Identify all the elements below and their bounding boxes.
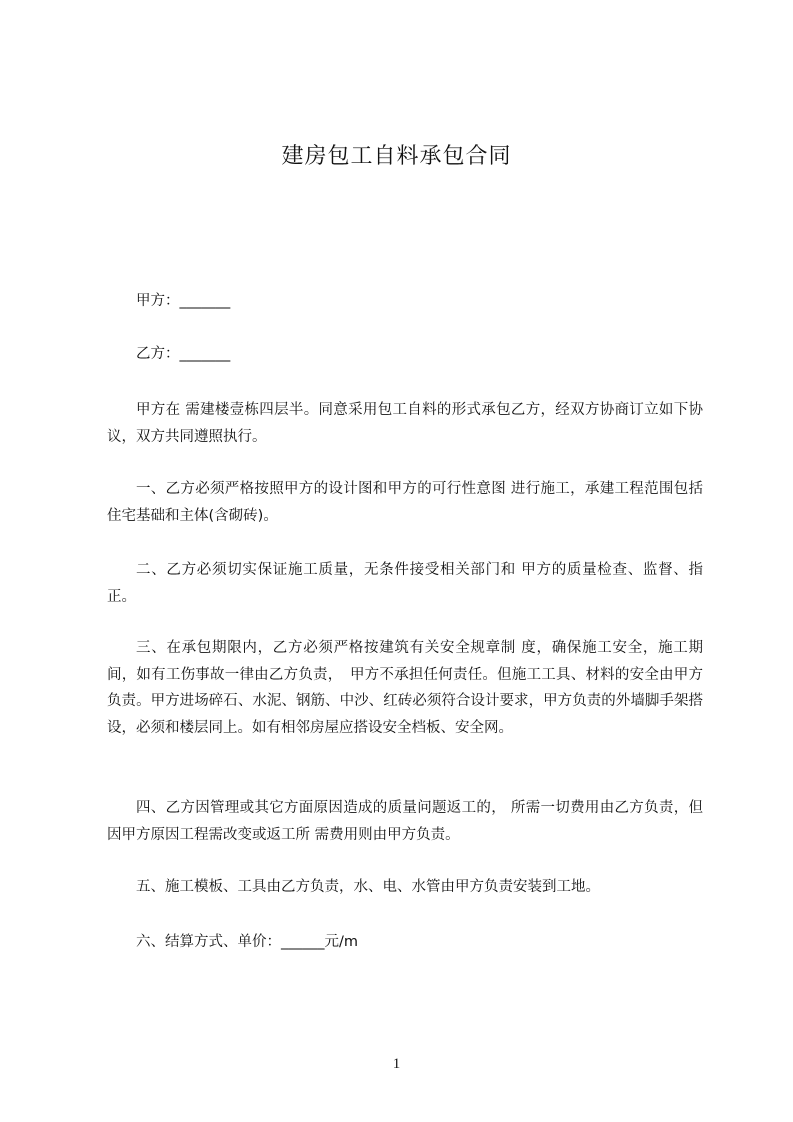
clause-3: 三、在承包期限内，乙方必须严格按建筑有关安全规章制 度，确保施工安全，施工期间，如有工伤事故一律由乙方负责， 甲方不承担任何责任。但施工工具、材料的安全由甲方负责。甲方进场碎石、水泥、钢筋、中沙、红砖必须符合设计要求，甲方负责的外墙脚手架搭设，必须和楼层同上。如有相邻房屋应搭设安全档板、安全网。 <box>107 640 703 736</box>
clause-1: 一、乙方必须严格按照甲方的设计图和甲方的可行性意图 进行施工，承建工程范围包括住宅基础和主体(含砌砖)。 <box>107 481 703 524</box>
clause-5: 五、施工模板、工具由乙方负责，水、电、水管由甲方负责安装到工地。 <box>136 879 600 895</box>
party-a-line: 甲方：_______ <box>136 293 231 309</box>
intro-paragraph: 甲方在 需建楼壹栋四层半。同意采用包工自料的形式承包乙方，经双方协商订立如下协议，双方共同遵照执行。 <box>107 402 703 445</box>
page-number: 1 <box>392 1056 401 1072</box>
clause-6: 六、结算方式、单价：______元/m <box>136 934 359 950</box>
party-b-line: 乙方：_______ <box>136 346 231 362</box>
clause-4: 四、乙方因管理或其它方面原因造成的质量问题返工的， 所需一切费用由乙方负责，但因甲方原因工程需改变或返工所 需费用则由甲方负责。 <box>107 800 703 843</box>
document-title: 建房包工自料承包合同 <box>281 144 512 169</box>
clause-2: 二、乙方必须切实保证施工质量，无条件接受相关部门和 甲方的质量检查、监督、指正。 <box>107 562 703 605</box>
